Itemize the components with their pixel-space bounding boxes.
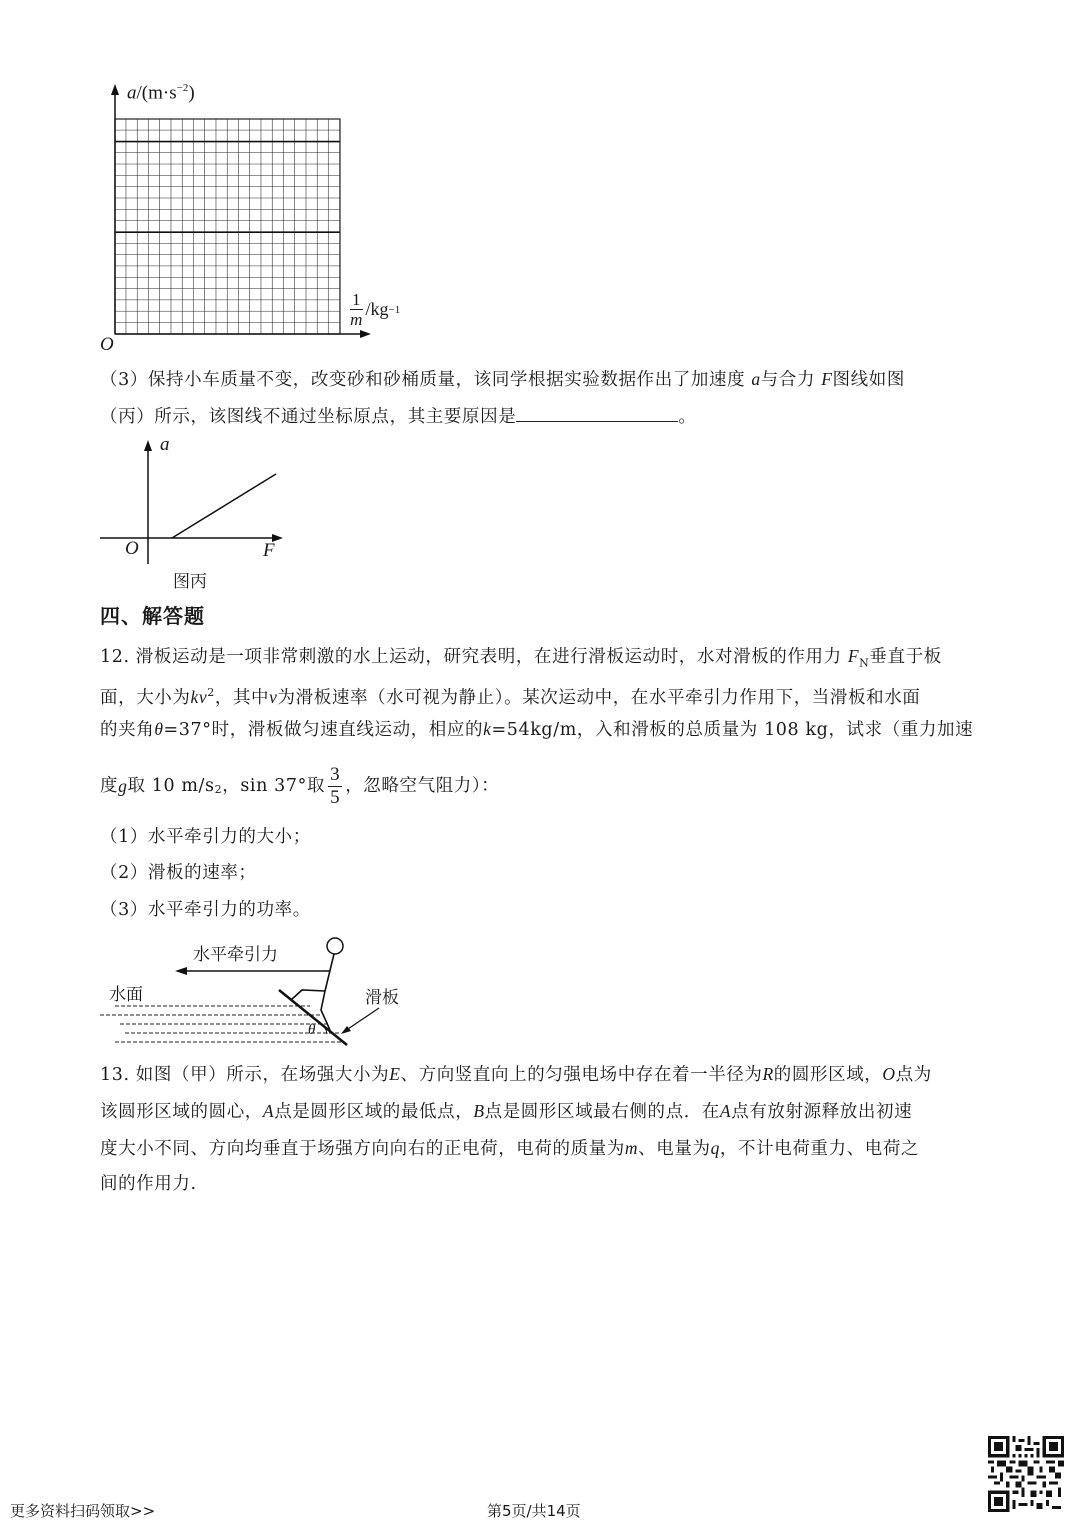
- q13-line1: 13. 如图（甲）所示，在场强大小为E、方向竖直向上的匀强电场中存在着一半径为R的圆形区域，O点为: [100, 1064, 932, 1085]
- board-pointer: [345, 1008, 379, 1031]
- water-label: 水面: [109, 985, 143, 1005]
- waterboard-figure: [95, 930, 425, 1055]
- grid-figure: [95, 78, 425, 358]
- figure-caption: 图丙: [173, 572, 207, 592]
- q11-part3-line1: （3）保持小车质量不变，改变砂和砂桶质量，该同学根据实验数据作出了加速度 a与合力 F图线如图: [100, 369, 905, 390]
- board-pointer-arrow-icon: [341, 1026, 351, 1034]
- q13-line3: 度大小不同、方向均垂直于场强方向向右的正电荷，电荷的质量为m、电量为q，不计电荷重力、电荷之: [100, 1138, 920, 1159]
- board-label: 滑板: [365, 988, 399, 1008]
- q12-sub2: （2）滑板的速率；: [100, 863, 257, 883]
- grid-area: [115, 119, 340, 334]
- page-number: 第5页/共14页: [487, 1502, 581, 1520]
- q13-line4: 间的作用力.: [100, 1174, 197, 1194]
- q12-line2: 面，大小为$kv^2$，其中v为滑板速率（水可视为静止）。某次运动中，在水平牵引力作用下，当滑板和水面: [100, 686, 921, 708]
- angle-label: θ: [308, 1022, 316, 1038]
- section-title: 四、解答题: [100, 604, 205, 628]
- origin-label: O: [125, 538, 139, 559]
- q12-sub1: （1）水平牵引力的大小；: [100, 827, 311, 847]
- a-axis-label: a: [160, 434, 170, 455]
- f-axis-label: F: [263, 540, 275, 561]
- promo-link[interactable]: 更多资料扫码领取>>: [10, 1502, 156, 1520]
- qr-code-svg: [988, 1436, 1064, 1512]
- answer-blank[interactable]: [516, 405, 678, 422]
- q12-sub3: （3）水平牵引力的功率。: [100, 900, 311, 920]
- a-axis-arrow-icon: [144, 440, 152, 451]
- x-axis-label: $\frac{1}{m}$ /kg −1: [350, 290, 401, 329]
- x-axis-arrow-icon: [360, 330, 371, 338]
- q12-line1: 12. 滑板运动是一项非常刺激的水上运动，研究表明，在进行滑板运动时，水对滑板的作用力 $F_N$垂直于板: [100, 646, 942, 670]
- a-f-line: [172, 474, 276, 538]
- q11-part3-line2: （丙）所示，该图线不通过坐标原点，其主要原因是 。: [100, 407, 697, 427]
- figure-bing: [95, 432, 315, 597]
- tow-force-label: 水平牵引力: [193, 945, 278, 965]
- fraction-3-5: $\frac{3}{5}$: [330, 763, 341, 808]
- origin-label: O: [100, 334, 114, 355]
- person-head-icon: [327, 938, 343, 954]
- y-axis-label: $a/(m\cdot s^{-2})$: [127, 82, 195, 104]
- y-axis-arrow-icon: [111, 84, 119, 95]
- q13-line2: 该圆形区域的圆心，A点是圆形区域的最低点，B点是圆形区域最右侧的点．在A点有放射源释放出初速: [100, 1101, 913, 1122]
- q12-line3: 的夹角θ=37°时，滑板做匀速直线运动，相应的k=54kg/m，入和滑板的总质量为 108 kg，试求（重力加速: [100, 719, 974, 740]
- tow-arrow-head-icon: [175, 967, 187, 975]
- q12-line4: 度 g 取 10 m/s $_2$ ，sin 37°取 $\frac{3}{5}$ ，忽略空气阻力）：: [100, 763, 500, 808]
- qr-code-icon[interactable]: [988, 1436, 1064, 1512]
